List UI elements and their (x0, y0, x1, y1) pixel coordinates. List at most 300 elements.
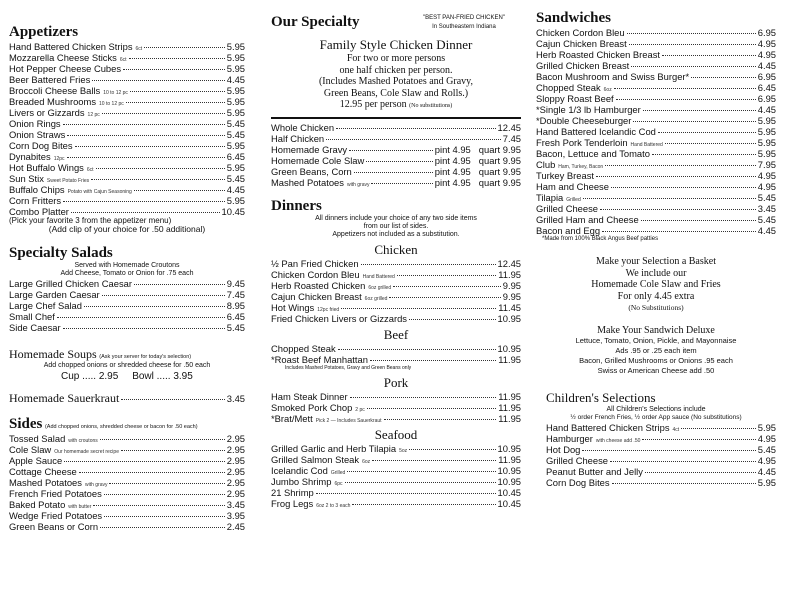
item-price: 5.95 (226, 41, 245, 52)
children-note: All Children's Selections include (606, 405, 706, 413)
cup-label: Cup (61, 371, 80, 382)
item-price: 2.45 (226, 521, 245, 532)
pint-list (271, 144, 521, 188)
item-note: 12pc (53, 156, 65, 162)
children-list (536, 422, 776, 488)
specialty-tagline (423, 14, 505, 32)
basket-line: We include our (625, 267, 687, 279)
item-name: *Roast Beef Manhattan (271, 353, 368, 365)
item-note: Pick 2 — Includes Sauerkraut (315, 417, 382, 424)
item-name: Grilled Chicken Breast (536, 60, 630, 71)
basket-line: Homemade Cole Slaw and Fries (591, 279, 721, 290)
item-name: Mozzarella Cheese Sticks (9, 52, 117, 63)
item-name: Broccoli Cheese Balls (9, 85, 101, 96)
menu-item (9, 466, 245, 477)
left-column (9, 0, 245, 532)
item-price: 5.45 (226, 118, 245, 129)
pork-list (271, 391, 521, 424)
item-name: Fried Chicken Livers or Gizzards (271, 312, 407, 324)
leader-dots (64, 461, 225, 462)
leader-dots (643, 110, 756, 111)
item-price: 5.45 (757, 192, 776, 203)
menu-item (271, 413, 521, 424)
menu-item (9, 140, 245, 151)
leader-dots (144, 47, 225, 48)
item-price: 5.45 (226, 129, 245, 140)
menu-item (9, 107, 245, 118)
salads-note-2: Add Cheese, Tomato or Onion for .75 each (60, 270, 194, 277)
price-note: (No substitutions) (409, 103, 453, 109)
leader-dots (384, 419, 497, 420)
cup-price: 2.95 (98, 371, 119, 382)
leader-dots (611, 187, 756, 188)
leader-dots (130, 91, 225, 92)
pint-item (271, 177, 521, 188)
leader-dots (361, 264, 496, 265)
dinners-note: All dinners include your choice of any two side items (315, 214, 477, 222)
item-price: 11.95 (498, 412, 521, 424)
item-name: Grilled Garlic and Herb Tilapia (271, 442, 397, 454)
leader-dots (338, 349, 496, 350)
leader-dots (100, 439, 225, 440)
pint-price: pint 4.95 (434, 154, 471, 166)
item-note: 6oz grilled (368, 284, 392, 291)
leader-dots (366, 161, 433, 162)
item-name: Herb Roasted Chicken (271, 279, 366, 291)
basket-line: Make your Selection a Basket (596, 256, 716, 267)
item-note: with butter (68, 504, 92, 510)
appetizers-list (9, 41, 245, 217)
item-price: 2.95 (226, 444, 245, 455)
item-name: Sun Stix (9, 173, 44, 184)
leader-dots (612, 483, 756, 484)
item-price: 5.45 (226, 322, 245, 333)
leader-dots (63, 328, 225, 329)
item-name: Buffalo Chips (9, 184, 65, 195)
leader-dots (600, 209, 756, 210)
leader-dots (326, 139, 501, 140)
menu-item (9, 173, 245, 184)
item-price: 2.95 (226, 477, 245, 488)
item-name: Icelandic Cod (271, 464, 328, 476)
item-note: 10 to 12 pc (103, 90, 128, 96)
item-price: 4.95 (757, 181, 776, 192)
item-name: Apple Sauce (9, 455, 63, 466)
leader-dots (367, 408, 496, 409)
item-price: 5.95 (226, 107, 245, 118)
menu-item (9, 74, 245, 85)
quart-price: quart 9.95 (478, 154, 521, 166)
item-name: Cole Slaw (9, 444, 52, 455)
menu-item (9, 510, 245, 521)
item-price: 5.95 (226, 85, 245, 96)
leader-dots (75, 146, 225, 147)
leader-dots (642, 439, 755, 440)
leader-dots (633, 121, 755, 122)
specialty-header (271, 14, 521, 32)
menu-item (9, 151, 245, 162)
item-price: 4.45 (226, 74, 245, 85)
menu-item (9, 477, 245, 488)
leader-dots (583, 198, 756, 199)
item-note: 6oz 2 to 3 each (316, 502, 351, 509)
item-price: 9.95 (502, 279, 521, 291)
menu-item (9, 289, 245, 300)
menu-item (536, 214, 776, 225)
menu-item (271, 402, 521, 413)
leader-dots (93, 505, 224, 506)
leader-dots (79, 472, 225, 473)
leader-dots (641, 220, 756, 221)
item-price: 5.95 (226, 140, 245, 151)
children-title: Children's Selections (546, 389, 656, 405)
salads-list (9, 278, 245, 333)
item-name: Tossed Salad (9, 433, 66, 444)
item-name: Homemade Gravy (271, 143, 348, 155)
quart-price: quart 9.95 (478, 176, 521, 188)
item-name: Hand Battered Icelandic Cod (536, 126, 656, 137)
menu-item (536, 170, 776, 181)
item-price: 3.45 (757, 203, 776, 214)
item-price: 10.95 (497, 442, 521, 454)
appetizers-note-2: (Add clip of your choice for .50 additional) (48, 224, 206, 234)
item-name: Livers or Gizzards (9, 107, 85, 118)
item-note: Hand Battered (362, 273, 395, 280)
item-note: with gravy (84, 482, 108, 488)
menu-item (546, 466, 776, 477)
leader-dots (67, 135, 224, 136)
leader-dots (352, 504, 495, 505)
item-price: 11.95 (498, 401, 521, 413)
menu-item (536, 137, 776, 148)
item-name: Corn Dog Bites (546, 476, 610, 488)
menu-item (9, 162, 245, 173)
item-name: Large Grilled Chicken Caesar (9, 278, 132, 289)
salads-note: Served with Homemade Croutons (74, 262, 180, 269)
item-name: Sloppy Roast Beef (536, 93, 614, 104)
menu-item (9, 322, 245, 333)
item-price: 5.95 (757, 137, 776, 148)
desc-line: one half chicken per person. (339, 64, 453, 76)
menu-item (271, 487, 521, 498)
leader-dots (614, 88, 756, 89)
item-name: Mashed Potatoes (9, 477, 82, 488)
basket-line: For only 4.45 extra (617, 290, 695, 302)
menu-item (536, 71, 776, 82)
dinners-title: Dinners (271, 197, 322, 214)
family-dinner-title: Family Style Chicken Dinner (319, 37, 473, 52)
divider (271, 117, 521, 119)
menu-item (546, 433, 776, 444)
soups-title-note: (Ask your server for today's selection) (99, 354, 192, 360)
item-note: Potato with Cajun Seasoning (67, 189, 132, 195)
leader-dots (336, 128, 495, 129)
leader-dots (349, 150, 433, 151)
item-price: 2.95 (226, 455, 245, 466)
item-note: Sweet Potato Fries (46, 178, 90, 184)
leader-dots (389, 297, 500, 298)
leader-dots (63, 201, 225, 202)
right-column (536, 0, 776, 488)
chicken-whole-list (271, 122, 521, 144)
item-name: Mashed Potatoes (271, 176, 344, 188)
item-name: Hand Battered Chicken Strips (546, 421, 670, 433)
leader-dots (67, 157, 225, 158)
leader-dots (129, 58, 225, 59)
item-price: 8.95 (226, 300, 245, 311)
pork-title: Pork (383, 374, 409, 390)
menu-item (271, 354, 521, 365)
item-name: Smoked Pork Chop (271, 401, 353, 413)
children-note-2: ½ order French Fries, ½ order App sauce (No substitutions) (570, 413, 742, 421)
item-price: 4.45 (226, 184, 245, 195)
item-name: Large Chef Salad (9, 300, 82, 311)
leader-dots (71, 212, 220, 213)
item-name: Whole Chicken (271, 121, 335, 133)
item-name: Chopped Steak (536, 82, 601, 93)
menu-item (536, 126, 776, 137)
soups-note: Add chopped onions or shredded cheese for .50 each (43, 362, 211, 369)
deluxe-line: Bacon, Grilled Mushrooms or Onions .95 each (579, 355, 733, 365)
item-price: 7.45 (226, 289, 245, 300)
item-name: *Single 1/3 lb Hamburger (536, 104, 641, 115)
leader-dots (134, 284, 225, 285)
basket-box (536, 256, 776, 314)
menu-item (9, 129, 245, 140)
item-name: ½ Pan Fried Chicken (271, 257, 359, 269)
item-price: 4.45 (757, 465, 776, 477)
menu-item (9, 521, 245, 532)
item-name: Bacon Mushroom and Swiss Burger* (536, 71, 690, 82)
menu-item (271, 343, 521, 354)
price-line: 12.95 per person (339, 99, 407, 110)
menu-item (271, 476, 521, 487)
item-price: 10.95 (497, 475, 521, 487)
leader-dots (63, 124, 225, 125)
leader-dots (104, 494, 225, 495)
item-price: 6.45 (226, 311, 245, 322)
item-name: Baked Potato (9, 499, 66, 510)
item-name: Bacon, Lettuce and Tomato (536, 148, 650, 159)
sauerkraut-name: Homemade Sauerkraut (9, 391, 120, 405)
leader-dots (84, 306, 225, 307)
item-name: Corn Dog Bites (9, 140, 73, 151)
item-name: Herb Roasted Chicken Breast (536, 49, 661, 60)
item-price: 3.95 (226, 510, 245, 521)
leader-dots (316, 493, 496, 494)
menu-item (271, 258, 521, 269)
item-price: 12.45 (497, 257, 521, 269)
leader-dots (393, 286, 501, 287)
menu-item (9, 444, 245, 455)
leader-dots (616, 99, 756, 100)
beef-list (271, 343, 521, 365)
item-price: 4.95 (757, 38, 776, 49)
item-note: 4ct (672, 426, 680, 433)
leader-dots (652, 154, 756, 155)
leader-dots (371, 183, 432, 184)
deluxe-line: Lettuce, Tomato, Onion, Pickle, and Mayonnaise (575, 335, 737, 345)
item-price: 5.45 (757, 214, 776, 225)
sauerkraut-row (9, 393, 245, 406)
item-price: 5.45 (226, 173, 245, 184)
item-price: 6.95 (757, 27, 776, 38)
item-price: 10.45 (497, 497, 521, 509)
item-name: Breaded Mushrooms (9, 96, 97, 107)
leader-dots (631, 66, 755, 67)
item-price: 2.95 (226, 488, 245, 499)
item-name: Cottage Cheese (9, 466, 77, 477)
item-note: with cheese add .50 (595, 437, 641, 444)
item-name: Club (536, 159, 556, 170)
sides-list (9, 433, 245, 532)
salads-title: Specialty Salads (9, 245, 113, 261)
leader-dots (57, 317, 225, 318)
item-name: Jumbo Shrimp (271, 475, 332, 487)
middle-column (271, 0, 521, 509)
menu-item (536, 82, 776, 93)
item-price: 12.45 (497, 121, 521, 133)
menu-item (536, 104, 776, 115)
leader-dots (354, 172, 433, 173)
leader-dots (658, 132, 756, 133)
leader-dots (372, 460, 496, 461)
menu-item (546, 455, 776, 466)
leader-dots (109, 483, 224, 484)
item-name: Grilled Salmon Steak (271, 453, 360, 465)
item-price: 4.45 (757, 60, 776, 71)
item-name: Hamburger (546, 432, 593, 444)
pint-item (271, 144, 521, 155)
sandwiches-footnote: *Made from 100% Black Angus Beef patties (542, 236, 659, 242)
menu-item (271, 465, 521, 476)
soups-title: Homemade Soups (9, 347, 97, 361)
item-name: Peanut Butter and Jelly (546, 465, 643, 477)
item-name: Combo Platter (9, 206, 69, 217)
item-price: 5.95 (226, 63, 245, 74)
menu-item (9, 41, 245, 52)
item-price: 10.45 (221, 206, 245, 217)
deluxe-line: Swiss or American Cheese add .50 (597, 365, 715, 375)
menu-item (271, 133, 521, 144)
item-name: Grilled Cheese (546, 454, 609, 466)
menu-item (271, 454, 521, 465)
menu-item (9, 278, 245, 289)
item-price: 5.45 (757, 443, 776, 455)
basket-line: (No Substitutions) (628, 303, 684, 312)
menu-item (9, 488, 245, 499)
leader-dots (134, 190, 225, 191)
item-note: 2 pc (355, 406, 365, 413)
item-price: 5.95 (757, 148, 776, 159)
item-price: 10.95 (497, 464, 521, 476)
item-note: 6ct (86, 167, 94, 173)
item-note: 6oz (603, 87, 612, 93)
leader-dots (91, 179, 225, 180)
item-name: French Fried Potatoes (9, 488, 102, 499)
sauerkraut-price: 3.45 (226, 393, 245, 404)
item-name: Dynabites (9, 151, 51, 162)
leader-dots (100, 527, 225, 528)
leader-dots (341, 308, 496, 309)
dinners-note-3: Appetizers not included as a substitution. (332, 230, 460, 238)
appetizers-title: Appetizers (9, 24, 79, 40)
item-name: Chopped Steak (271, 342, 336, 354)
item-price: 4.95 (757, 49, 776, 60)
menu-item (536, 181, 776, 192)
leader-dots (605, 165, 756, 166)
desc-line: (Includes Mashed Potatoes and Gravy, (318, 76, 474, 87)
item-name: Hot Wings (271, 301, 315, 313)
item-name: Onion Rings (9, 118, 61, 129)
item-name: Corn Fritters (9, 195, 62, 206)
item-name: Half Chicken (271, 132, 325, 144)
menu-item (536, 38, 776, 49)
item-name: Hot Dog (546, 443, 581, 455)
item-note: with gravy (346, 181, 370, 188)
leader-dots (370, 360, 496, 361)
item-price: 5.95 (226, 52, 245, 63)
sides-title: Sides (9, 416, 43, 432)
item-price: 11.95 (498, 353, 521, 365)
leader-dots (627, 33, 756, 34)
desc-line: For two or more persons (346, 53, 446, 64)
item-name: Cajun Chicken Breast (536, 38, 627, 49)
menu-item (536, 60, 776, 71)
leader-dots (602, 231, 756, 232)
menu-item (9, 63, 245, 74)
soups-prices: Cup ..... 2.95 Bowl ..... 3.95 (61, 371, 193, 382)
menu-item (9, 455, 245, 466)
item-note: Our homemade secret recipe (54, 449, 119, 455)
menu-item (271, 313, 521, 324)
leader-dots (610, 461, 756, 462)
item-name: Ham Steak Dinner (271, 390, 348, 402)
leader-dots (596, 176, 756, 177)
leader-dots (345, 482, 496, 483)
leader-dots (96, 168, 225, 169)
item-price: 4.45 (757, 225, 776, 236)
menu-item (546, 422, 776, 433)
item-name: Hot Pepper Cheese Cubes (9, 63, 122, 74)
item-name: Beer Battered Fries (9, 74, 91, 85)
specialty-title: Our Specialty (271, 14, 360, 30)
menu-item (546, 477, 776, 488)
item-note: 12 pc (87, 112, 100, 118)
item-name: Small Chef (9, 311, 55, 322)
item-price: 2.95 (226, 466, 245, 477)
item-name: Chicken Cordon Bleu (271, 268, 360, 280)
menu-item (9, 184, 245, 195)
item-price: 11.95 (498, 453, 521, 465)
sandwiches-title: Sandwiches (536, 10, 612, 26)
item-price: 3.45 (226, 499, 245, 510)
item-price: 2.95 (226, 433, 245, 444)
menu-item (271, 443, 521, 454)
leader-dots (409, 449, 495, 450)
item-price: 9.95 (502, 290, 521, 302)
family-dinner-price (271, 99, 521, 113)
quart-price: quart 9.95 (478, 143, 521, 155)
quart-price: quart 9.95 (478, 165, 521, 177)
menu-item (271, 280, 521, 291)
sides-title-note: (Add chopped onions, shredded cheese or bacon for .50 each) (44, 424, 198, 430)
bowl-price: 3.95 (173, 371, 193, 382)
menu-item (546, 444, 776, 455)
item-name: Frog Legs (271, 497, 314, 509)
menu-item (536, 93, 776, 104)
item-price: 6.45 (226, 151, 245, 162)
